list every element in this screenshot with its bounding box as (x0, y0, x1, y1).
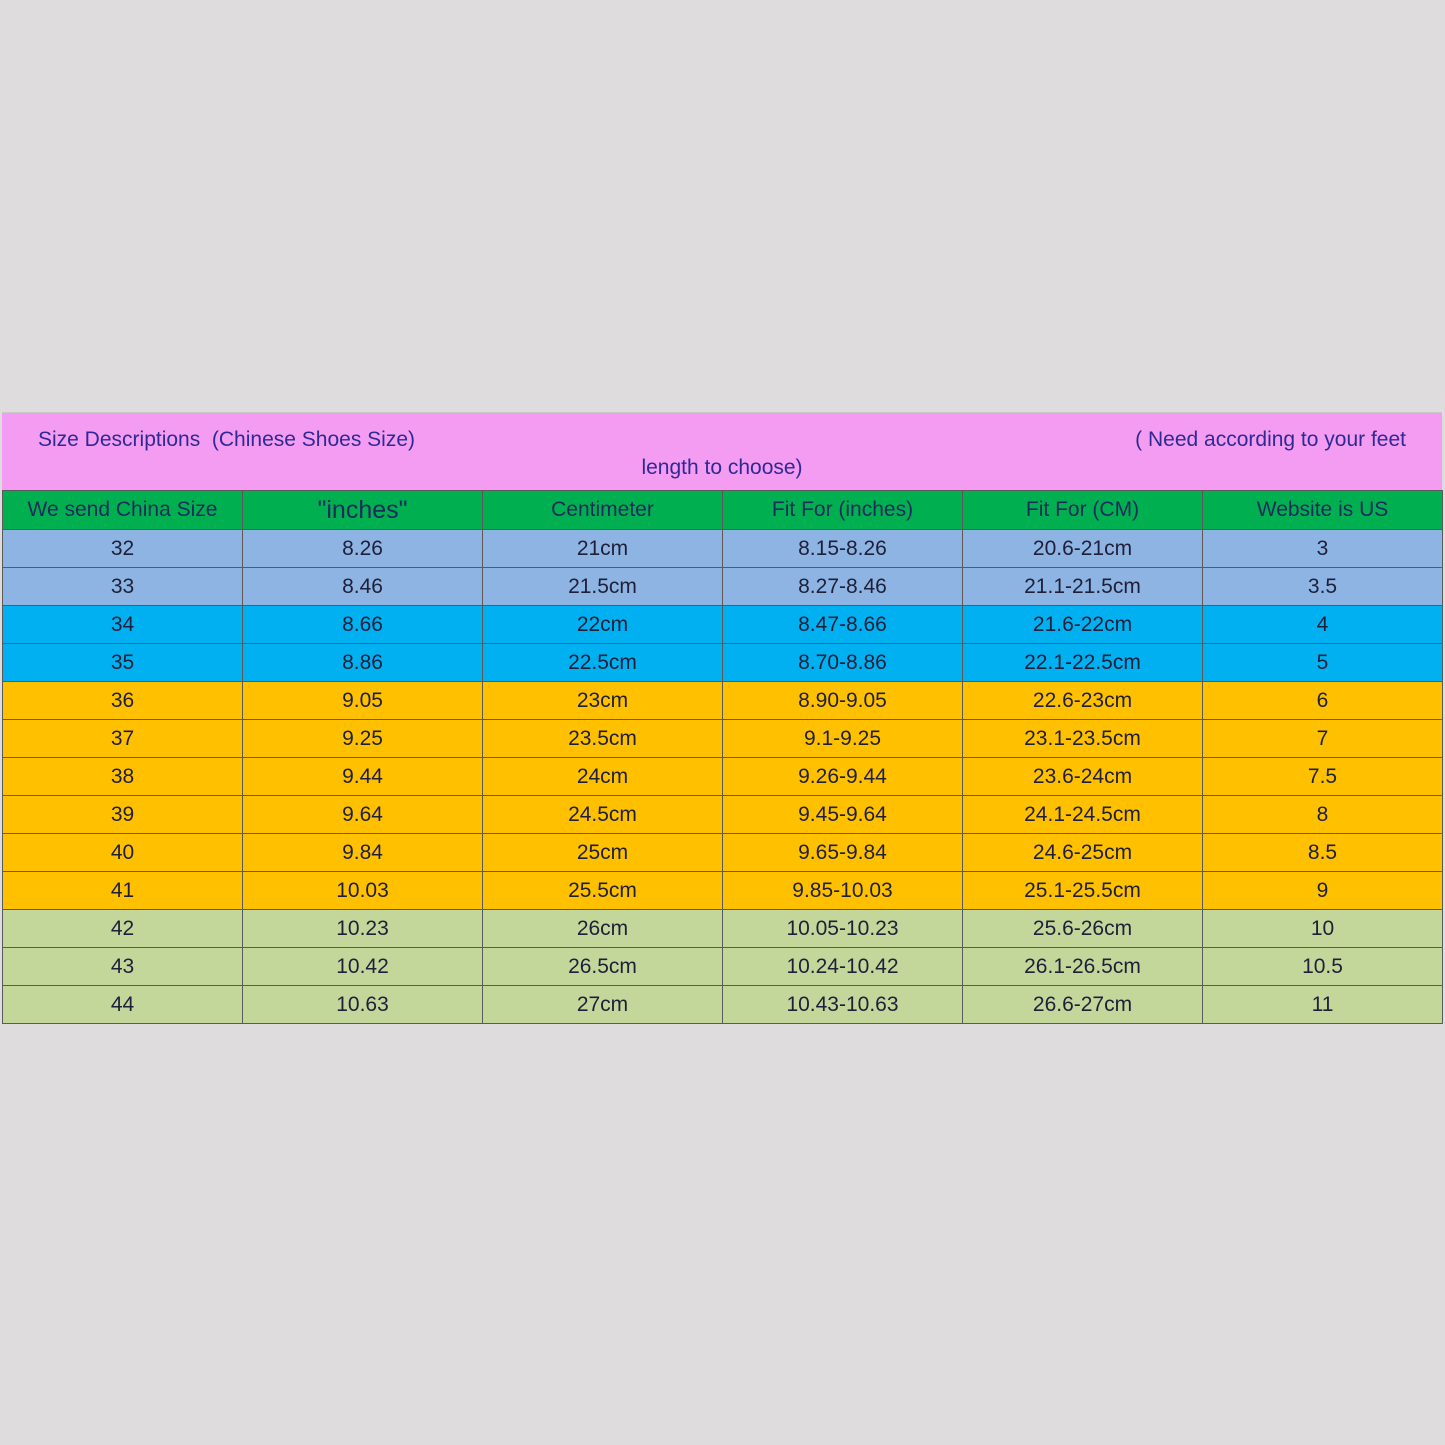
size-table (2, 490, 1443, 1024)
fit-cm-cell: 22.6-23cm (963, 682, 1203, 720)
inches-cell: 9.64 (243, 796, 483, 834)
size-chart-banner (2, 412, 1442, 490)
china-size-cell: 35 (3, 644, 243, 682)
inches-cell: 8.66 (243, 606, 483, 644)
us-size-cell: 3 (1203, 530, 1443, 568)
china-size-cell: 32 (3, 530, 243, 568)
fit-inches-cell: 9.65-9.84 (723, 834, 963, 872)
column-header-centimeter: Centimeter (483, 491, 723, 530)
table-row (3, 568, 1443, 606)
inches-cell: 10.63 (243, 986, 483, 1024)
fit-inches-cell: 8.70-8.86 (723, 644, 963, 682)
fit-inches-cell: 8.90-9.05 (723, 682, 963, 720)
china-size-cell: 44 (3, 986, 243, 1024)
inches-cell: 9.44 (243, 758, 483, 796)
us-size-cell: 8.5 (1203, 834, 1443, 872)
inches-cell: 9.84 (243, 834, 483, 872)
centimeter-cell: 27cm (483, 986, 723, 1024)
table-row (3, 720, 1443, 758)
china-size-cell: 39 (3, 796, 243, 834)
fit-cm-cell: 20.6-21cm (963, 530, 1203, 568)
inches-cell: 9.25 (243, 720, 483, 758)
us-size-cell: 10.5 (1203, 948, 1443, 986)
fit-inches-cell: 10.24-10.42 (723, 948, 963, 986)
centimeter-cell: 21cm (483, 530, 723, 568)
table-row (3, 948, 1443, 986)
banner-title: Size Descriptions (Chinese Shoes Size) (38, 428, 415, 451)
column-header-inches: "inches" (243, 491, 483, 530)
table-row (3, 758, 1443, 796)
fit-inches-cell: 8.15-8.26 (723, 530, 963, 568)
fit-inches-cell: 10.43-10.63 (723, 986, 963, 1024)
table-row (3, 606, 1443, 644)
fit-inches-cell: 9.45-9.64 (723, 796, 963, 834)
inches-cell: 8.86 (243, 644, 483, 682)
centimeter-cell: 24.5cm (483, 796, 723, 834)
inches-cell: 10.03 (243, 872, 483, 910)
centimeter-cell: 25.5cm (483, 872, 723, 910)
fit-inches-cell: 10.05-10.23 (723, 910, 963, 948)
column-header-fit-cm: Fit For (CM) (963, 491, 1203, 530)
us-size-cell: 5 (1203, 644, 1443, 682)
fit-inches-cell: 9.26-9.44 (723, 758, 963, 796)
china-size-cell: 42 (3, 910, 243, 948)
inches-cell: 9.05 (243, 682, 483, 720)
us-size-cell: 11 (1203, 986, 1443, 1024)
fit-cm-cell: 25.1-25.5cm (963, 872, 1203, 910)
china-size-cell: 37 (3, 720, 243, 758)
centimeter-cell: 26cm (483, 910, 723, 948)
table-row (3, 834, 1443, 872)
table-row (3, 872, 1443, 910)
us-size-cell: 7 (1203, 720, 1443, 758)
banner-note: ( Need according to your feet (1135, 428, 1406, 451)
centimeter-cell: 23cm (483, 682, 723, 720)
china-size-cell: 40 (3, 834, 243, 872)
us-size-cell: 3.5 (1203, 568, 1443, 606)
us-size-cell: 8 (1203, 796, 1443, 834)
inches-cell: 8.26 (243, 530, 483, 568)
table-row (3, 986, 1443, 1024)
centimeter-cell: 26.5cm (483, 948, 723, 986)
fit-cm-cell: 22.1-22.5cm (963, 644, 1203, 682)
fit-cm-cell: 24.6-25cm (963, 834, 1203, 872)
size-chart (2, 412, 1442, 1024)
table-row (3, 644, 1443, 682)
fit-cm-cell: 25.6-26cm (963, 910, 1203, 948)
china-size-cell: 34 (3, 606, 243, 644)
centimeter-cell: 23.5cm (483, 720, 723, 758)
us-size-cell: 10 (1203, 910, 1443, 948)
fit-cm-cell: 26.1-26.5cm (963, 948, 1203, 986)
column-header-fit-inches: Fit For (inches) (723, 491, 963, 530)
header-row (3, 491, 1443, 530)
china-size-cell: 36 (3, 682, 243, 720)
column-header-china-size: We send China Size (3, 491, 243, 530)
centimeter-cell: 22.5cm (483, 644, 723, 682)
table-row (3, 682, 1443, 720)
us-size-cell: 6 (1203, 682, 1443, 720)
inches-cell: 10.23 (243, 910, 483, 948)
fit-cm-cell: 23.1-23.5cm (963, 720, 1203, 758)
centimeter-cell: 24cm (483, 758, 723, 796)
table-row (3, 910, 1443, 948)
centimeter-cell: 22cm (483, 606, 723, 644)
china-size-cell: 43 (3, 948, 243, 986)
fit-cm-cell: 24.1-24.5cm (963, 796, 1203, 834)
fit-inches-cell: 9.1-9.25 (723, 720, 963, 758)
us-size-cell: 4 (1203, 606, 1443, 644)
inches-cell: 8.46 (243, 568, 483, 606)
centimeter-cell: 25cm (483, 834, 723, 872)
china-size-cell: 41 (3, 872, 243, 910)
china-size-cell: 33 (3, 568, 243, 606)
fit-cm-cell: 23.6-24cm (963, 758, 1203, 796)
fit-inches-cell: 8.27-8.46 (723, 568, 963, 606)
column-header-us-size: Website is US (1203, 491, 1443, 530)
fit-cm-cell: 26.6-27cm (963, 986, 1203, 1024)
fit-inches-cell: 9.85-10.03 (723, 872, 963, 910)
us-size-cell: 7.5 (1203, 758, 1443, 796)
centimeter-cell: 21.5cm (483, 568, 723, 606)
fit-cm-cell: 21.1-21.5cm (963, 568, 1203, 606)
table-row (3, 796, 1443, 834)
table-row (3, 530, 1443, 568)
banner-note-continued: length to choose) (641, 456, 803, 479)
inches-cell: 10.42 (243, 948, 483, 986)
fit-inches-cell: 8.47-8.66 (723, 606, 963, 644)
fit-cm-cell: 21.6-22cm (963, 606, 1203, 644)
china-size-cell: 38 (3, 758, 243, 796)
us-size-cell: 9 (1203, 872, 1443, 910)
